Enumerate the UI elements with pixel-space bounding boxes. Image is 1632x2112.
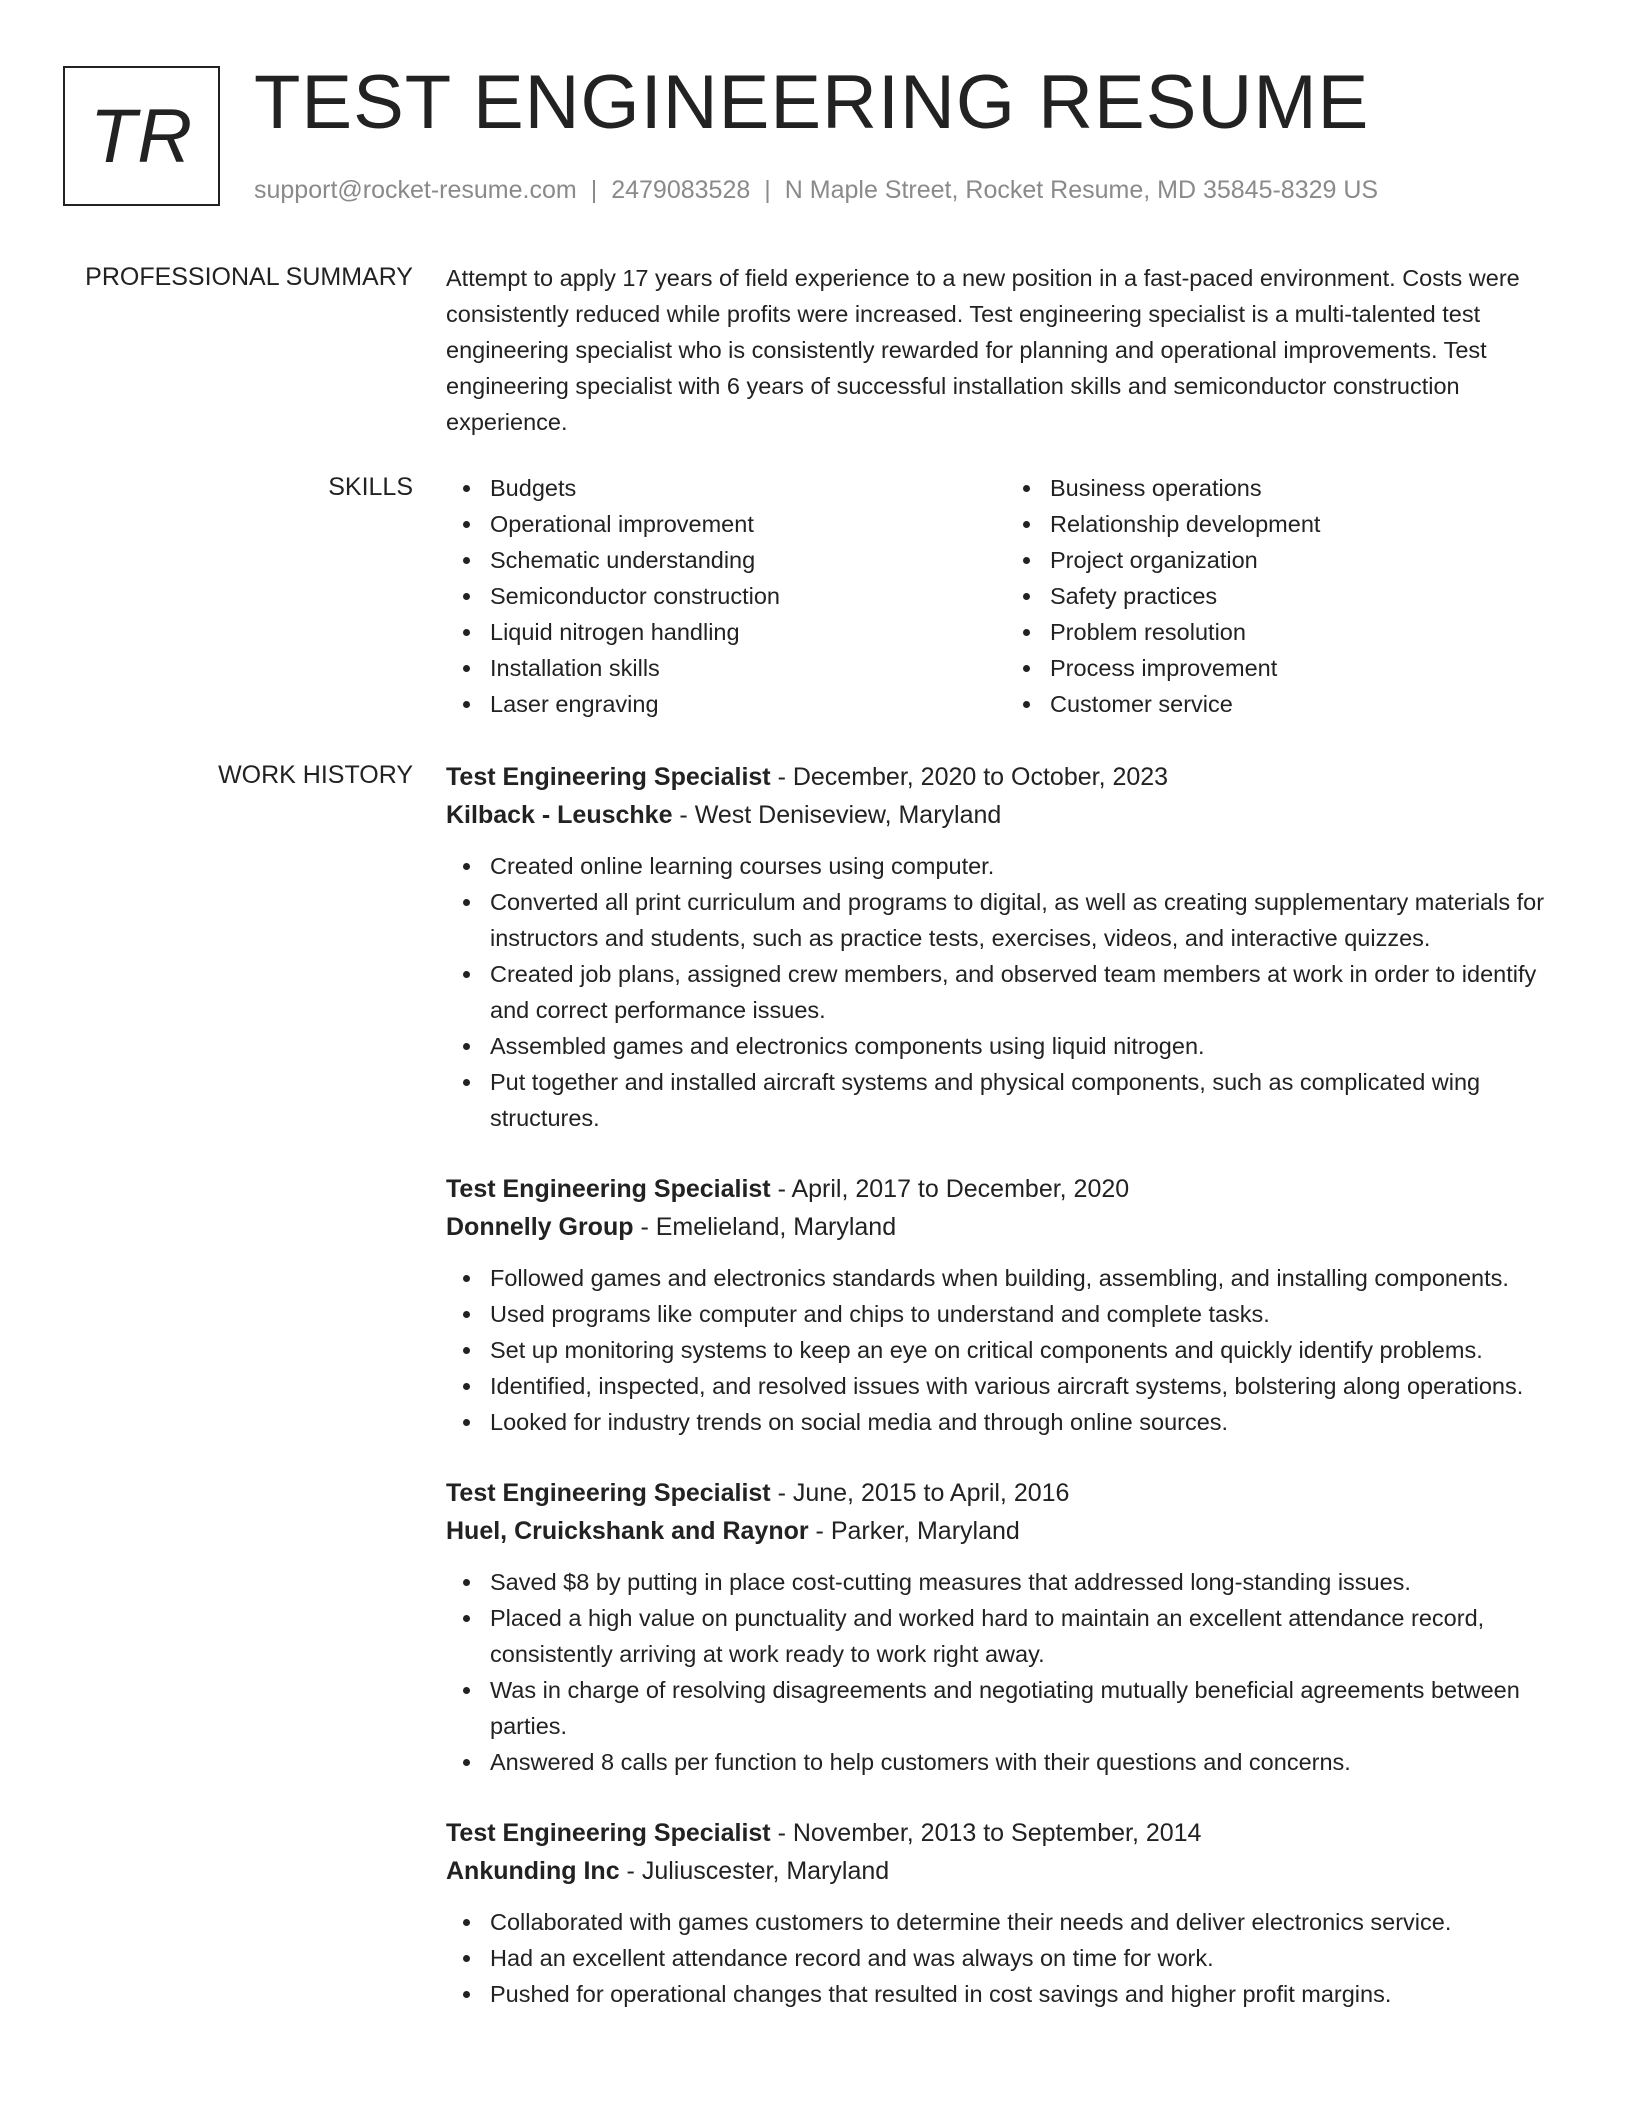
job-company-line — [446, 1852, 1566, 1890]
duty-item: Created online learning courses using computer. — [490, 848, 1566, 884]
skill-item: Safety practices — [1050, 578, 1566, 614]
section-label-work-history: WORK HISTORY — [218, 761, 413, 789]
job-location: - West Deniseview, Maryland — [672, 801, 1002, 829]
skills-list-left — [446, 470, 1006, 722]
duty-item: Collaborated with games customers to determine their needs and deliver electronics service. — [490, 1904, 1566, 1940]
skill-item: Relationship development — [1050, 506, 1566, 542]
job-company: Huel, Cruickshank and Raynor — [446, 1517, 809, 1545]
summary-text: Attempt to apply 17 years of field experience to a new position in a fast-paced environment. Costs were consistently reduced while profits were increased. Test engineering specialist is a multi-talented test engineering specialist who is consistently rewarded for planning and operational improvements. Test engineering specialist with 6 years of successful installation skills and semiconductor construction experience. — [446, 265, 1520, 435]
duty-item: Was in charge of resolving disagreements and negotiating mutually beneficial agreements between parties. — [490, 1672, 1566, 1744]
skill-item: Operational improvement — [490, 506, 1006, 542]
skill-item: Installation skills — [490, 650, 1006, 686]
resume-header — [0, 0, 1632, 240]
job-company-line — [446, 796, 1566, 834]
job-dates: - November, 2013 to September, 2014 — [770, 1819, 1202, 1847]
contact-separator: | — [590, 176, 598, 204]
duty-item: Followed games and electronics standards when building, assembling, and installing components. — [490, 1260, 1566, 1296]
job-title: Test Engineering Specialist — [446, 1479, 771, 1507]
contact-separator: | — [764, 176, 771, 204]
job-company-line — [446, 1512, 1566, 1550]
job-company-line — [446, 1208, 1566, 1246]
job-location: - Emelieland, Maryland — [633, 1213, 897, 1241]
skill-item: Laser engraving — [490, 686, 1006, 722]
job-title: Test Engineering Specialist — [446, 763, 771, 791]
duty-item: Created job plans, assigned crew members, and observed team members at work in order to identify and correct performance issues. — [490, 956, 1566, 1028]
job-location: - Juliuscester, Maryland — [619, 1857, 890, 1885]
skill-item: Project organization — [1050, 542, 1566, 578]
job-entry — [446, 1814, 1566, 2012]
job-title-line — [446, 758, 1566, 796]
job-title-line — [446, 1814, 1566, 1852]
contact-address: N Maple Street, Rocket Resume, MD 35845-8329 US — [784, 176, 1379, 204]
job-company: Ankunding Inc — [446, 1857, 620, 1885]
job-title-line — [446, 1170, 1566, 1208]
job-entry — [446, 1170, 1566, 1440]
duty-item: Identified, inspected, and resolved issues with various aircraft systems, bolstering along operations. — [490, 1368, 1566, 1404]
job-dates: - April, 2017 to December, 2020 — [770, 1175, 1130, 1203]
duty-item: Looked for industry trends on social media and through online sources. — [490, 1404, 1566, 1440]
duty-item: Put together and installed aircraft systems and physical components, such as complicated wing structures. — [490, 1064, 1566, 1136]
job-duties — [446, 1904, 1566, 2012]
skill-item: Process improvement — [1050, 650, 1566, 686]
job-title: Test Engineering Specialist — [446, 1175, 771, 1203]
skill-item: Business operations — [1050, 470, 1566, 506]
job-duties — [446, 1564, 1566, 1780]
duty-item: Placed a high value on punctuality and worked hard to maintain an excellent attendance record, consistently arriving at work ready to work right away. — [490, 1600, 1566, 1672]
skill-item: Schematic understanding — [490, 542, 1006, 578]
job-company: Kilback - Leuschke — [446, 801, 673, 829]
section-label-skills: SKILLS — [328, 473, 413, 501]
resume-title: TEST ENGINEERING RESUME — [254, 60, 1370, 145]
skill-item: Semiconductor construction — [490, 578, 1006, 614]
duty-item: Set up monitoring systems to keep an eye on critical components and quickly identify problems. — [490, 1332, 1566, 1368]
duty-item: Assembled games and electronics components using liquid nitrogen. — [490, 1028, 1566, 1064]
job-title: Test Engineering Specialist — [446, 1819, 771, 1847]
job-dates: - June, 2015 to April, 2016 — [770, 1479, 1070, 1507]
duty-item: Answered 8 calls per function to help customers with their questions and concerns. — [490, 1744, 1566, 1780]
duty-item: Pushed for operational changes that resulted in cost savings and higher profit margins. — [490, 1976, 1566, 2012]
job-title-line — [446, 1474, 1566, 1512]
job-entry — [446, 758, 1566, 1136]
skill-item: Customer service — [1050, 686, 1566, 722]
job-duties — [446, 1260, 1566, 1440]
monogram-logo: TR — [63, 66, 220, 206]
duty-item: Used programs like computer and chips to understand and complete tasks. — [490, 1296, 1566, 1332]
job-duties — [446, 848, 1566, 1136]
contact-line — [254, 174, 1378, 206]
skill-item: Budgets — [490, 470, 1006, 506]
skills-list-right — [1006, 470, 1566, 722]
job-location: - Parker, Maryland — [808, 1517, 1020, 1545]
section-label-summary: PROFESSIONAL SUMMARY — [85, 263, 413, 291]
duty-item: Converted all print curriculum and programs to digital, as well as creating supplementary materials for instructors and students, such as practice tests, exercises, videos, and interactive quizzes. — [490, 884, 1566, 956]
duty-item: Had an excellent attendance record and was always on time for work. — [490, 1940, 1566, 1976]
skill-item: Problem resolution — [1050, 614, 1566, 650]
contact-phone: 2479083528 — [611, 176, 751, 204]
job-entry — [446, 1474, 1566, 1780]
contact-email: support@rocket-resume.com — [254, 176, 577, 204]
duty-item: Saved $8 by putting in place cost-cutting measures that addressed long-standing issues. — [490, 1564, 1566, 1600]
skill-item: Liquid nitrogen handling — [490, 614, 1006, 650]
job-dates: - December, 2020 to October, 2023 — [770, 763, 1169, 791]
job-company: Donnelly Group — [446, 1213, 634, 1241]
